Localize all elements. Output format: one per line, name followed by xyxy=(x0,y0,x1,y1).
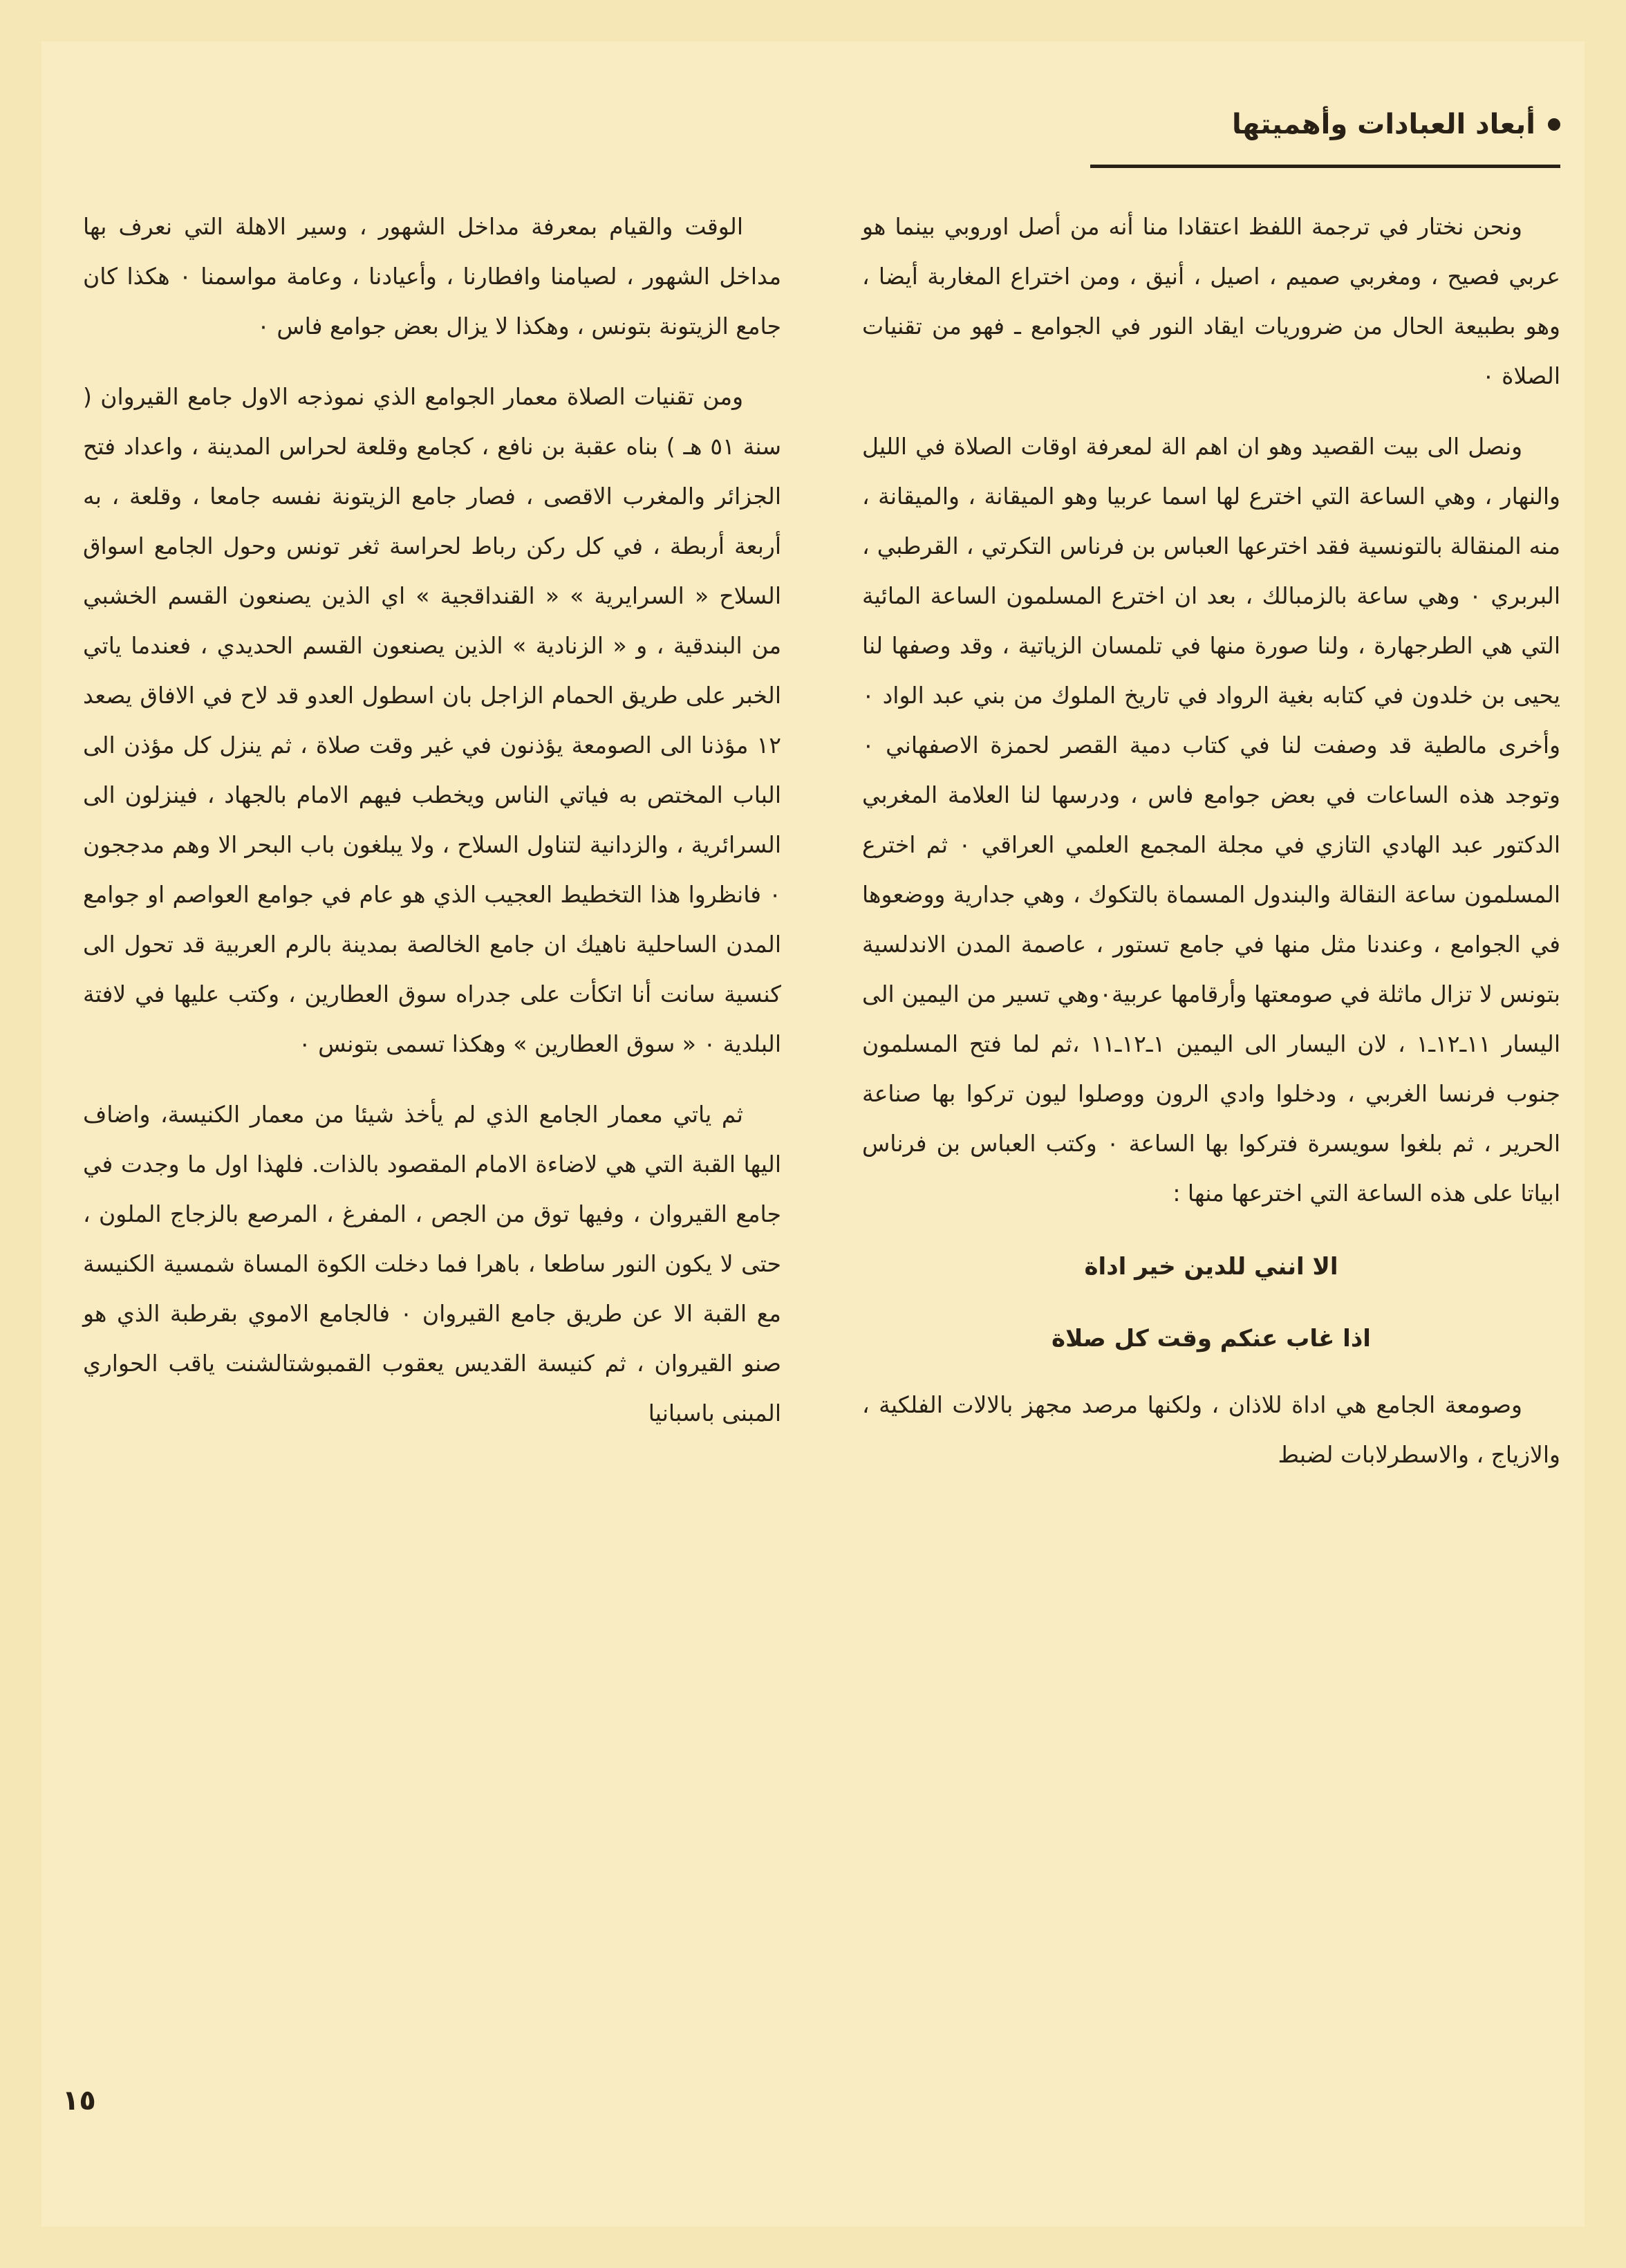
paragraph: الوقت والقيام بمعرفة مداخل الشهور ، وسير الاهلة التي نعرف بها مداخل الشهور ، لصيامنا وافطارنا ، وأعيادنا ، وعامة مواسمنا ٠ هكذا كان جامع الزيتونة بتونس ، وهكذا لا يزال بعض جوامع فاس ٠ xyxy=(83,213,781,340)
paragraph: ومن تقنيات الصلاة معمار الجوامع الذي نموذجه الاول جامع القيروان ( سنة ٥١ هـ ) بناه عقبة بن نافع ، كجامع وقلعة لحراس المدينة ، واعداد فتح الجزائر والمغرب الاقصى ، فصار جامع الزيتونة نفسه جامعا ، وقلعة ، به أربعة أربطة ، في كل ركن رباط لحراسة ثغر تونس وحول الجامع اسواق السلاح « السرايرية » « القنداقجية » اي الذين يصنعون القسم الخشبي من البندقية ، و « الزنادية » الذين يصنعون القسم الحديدي ، فعندما ياتي الخبر على طريق الحمام الزاجل بان اسطول العدو قد لاح في الافاق يصعد ١٢ مؤذنا الى الصومعة يؤذنون في غير وقت صلاة ، ثم ينزل كل مؤذن الى الباب المختص به فياتي الناس ويخطب فيهم الامام بالجهاد ، فينزلون الى السرائرية ، والزدانية لتناول السلاح ، ولا يبلغون باب البحر الا وهم مدججون ٠ فانظروا هذا التخطيط العجيب الذي هو عام في جوامع العواصم او جوامع المدن الساحلية ناهيك ان جامع الخالصة بمدينة بالرم العربية قد تحول الى كنسية سانت أنا اتكأت على جدراه سوق العطارين ، وكتب عليها في لافتة البلدية ٠ « سوق العطارين » وهكذا تسمى بتونس ٠ xyxy=(83,383,781,1057)
poem-verse: الا انني للدين خير اداة xyxy=(1084,1253,1338,1281)
right-column xyxy=(862,202,1560,1500)
section-title: أبعاد العبادات وأهميتها xyxy=(1231,109,1535,140)
left-column xyxy=(83,202,781,1459)
bullet-icon xyxy=(1548,118,1560,131)
header-divider xyxy=(1090,165,1560,168)
paragraph: ونحن نختار في ترجمة اللفظ اعتقادا منا أنه من أصل اوروبي بينما هو عربي فصيح ، ومغربي صميم ، اصيل ، أنيق ، ومن اختراع المغاربة أيضا ، وهو بطبيعة الحال من ضروريات ايقاد النور في الجوامع ـ فهو من تقنيات الصلاة ٠ xyxy=(862,213,1560,389)
section-header xyxy=(1090,97,1560,152)
paragraph: وصومعة الجامع هي اداة للاذان ، ولكنها مرصد مجهز بالالات الفلكية ، والازياج ، والاسطرلابات لضبط xyxy=(862,1391,1560,1468)
paragraph: ونصل الى بيت القصيد وهو ان اهم الة لمعرفة اوقات الصلاة في الليل والنهار ، وهي الساعة التي اخترع لها اسما عربيا وهو الميقانة ، والميقانة ، منه المنقالة بالتونسية فقد اخترعها العباس بن فرناس التكرتي ، القرطبي ، البربري ٠ وهي ساعة بالزمبالك ، بعد ان اخترع المسلمون الساعة المائية التي هي الطرجهارة ، ولنا صورة منها في تلمسان الزياتية ، وقد وصفها لنا يحيى بن خلدون في كتابه بغية الرواد في تاريخ الملوك من بني عبد الواد ٠ وأخرى مالطية قد وصفت لنا في كتاب دمية القصر لحمزة الاصفهاني ٠ وتوجد هذه الساعات في بعض جوامع فاس ، ودرسها لنا العلامة المغربي الدكتور عبد الهادي التازي في مجلة المجمع العلمي العراقي ٠ ثم اخترع المسلمون ساعة النقالة والبندول المسماة بالتكوك ، وهي جدارية ووضعوها في الجوامع ، وعندنا مثل منها في جامع تستور ، عاصمة المدن الاندلسية بتونس لا تزال ماثلة في صومعتها وأرقامها عربية٠وهي تسير من اليمين الى اليسار ١١ـ١٢ـ١ ، لان اليسار الى اليمين ١ـ١٢ـ١١ ،ثم لما فتح المسلمون جنوب فرنسا الغربي ، ودخلوا وادي الرون ووصلوا ليون تركوا بها صناعة الحرير ، ثم بلغوا سويسرة فتركوا بها الساعة ٠ وكتب العباس بن فرناس ابياتا على هذه الساعة التي اخترعها منها : xyxy=(862,433,1561,1207)
paragraph: ثم ياتي معمار الجامع الذي لم يأخذ شيئا من معمار الكنيسة، واضاف اليها القبة التي هي لاضاءة الامام المقصود بالذات. فلهذا اول ما وجدت في جامع القيروان ، وفيها توق من الجص ، المفرغ ، المرصع بالزجاج الملون ، حتى لا يكون النور ساطعا ، باهرا فما دخلت الكوة المساة شمسية الكنيسة مع القبة الا عن طريق جامع القيروان ٠ فالجامع الاموي بقرطبة الذي هو صنو القيروان ، ثم كنيسة القديس يعقوب القمبوشتالشنت ياقب الحواري المبنى باسبانيا xyxy=(83,1101,781,1426)
poem-verse: اذا غاب عنكم وقت كل صلاة xyxy=(1052,1325,1371,1353)
page-number: ١٥ xyxy=(62,2085,96,2117)
